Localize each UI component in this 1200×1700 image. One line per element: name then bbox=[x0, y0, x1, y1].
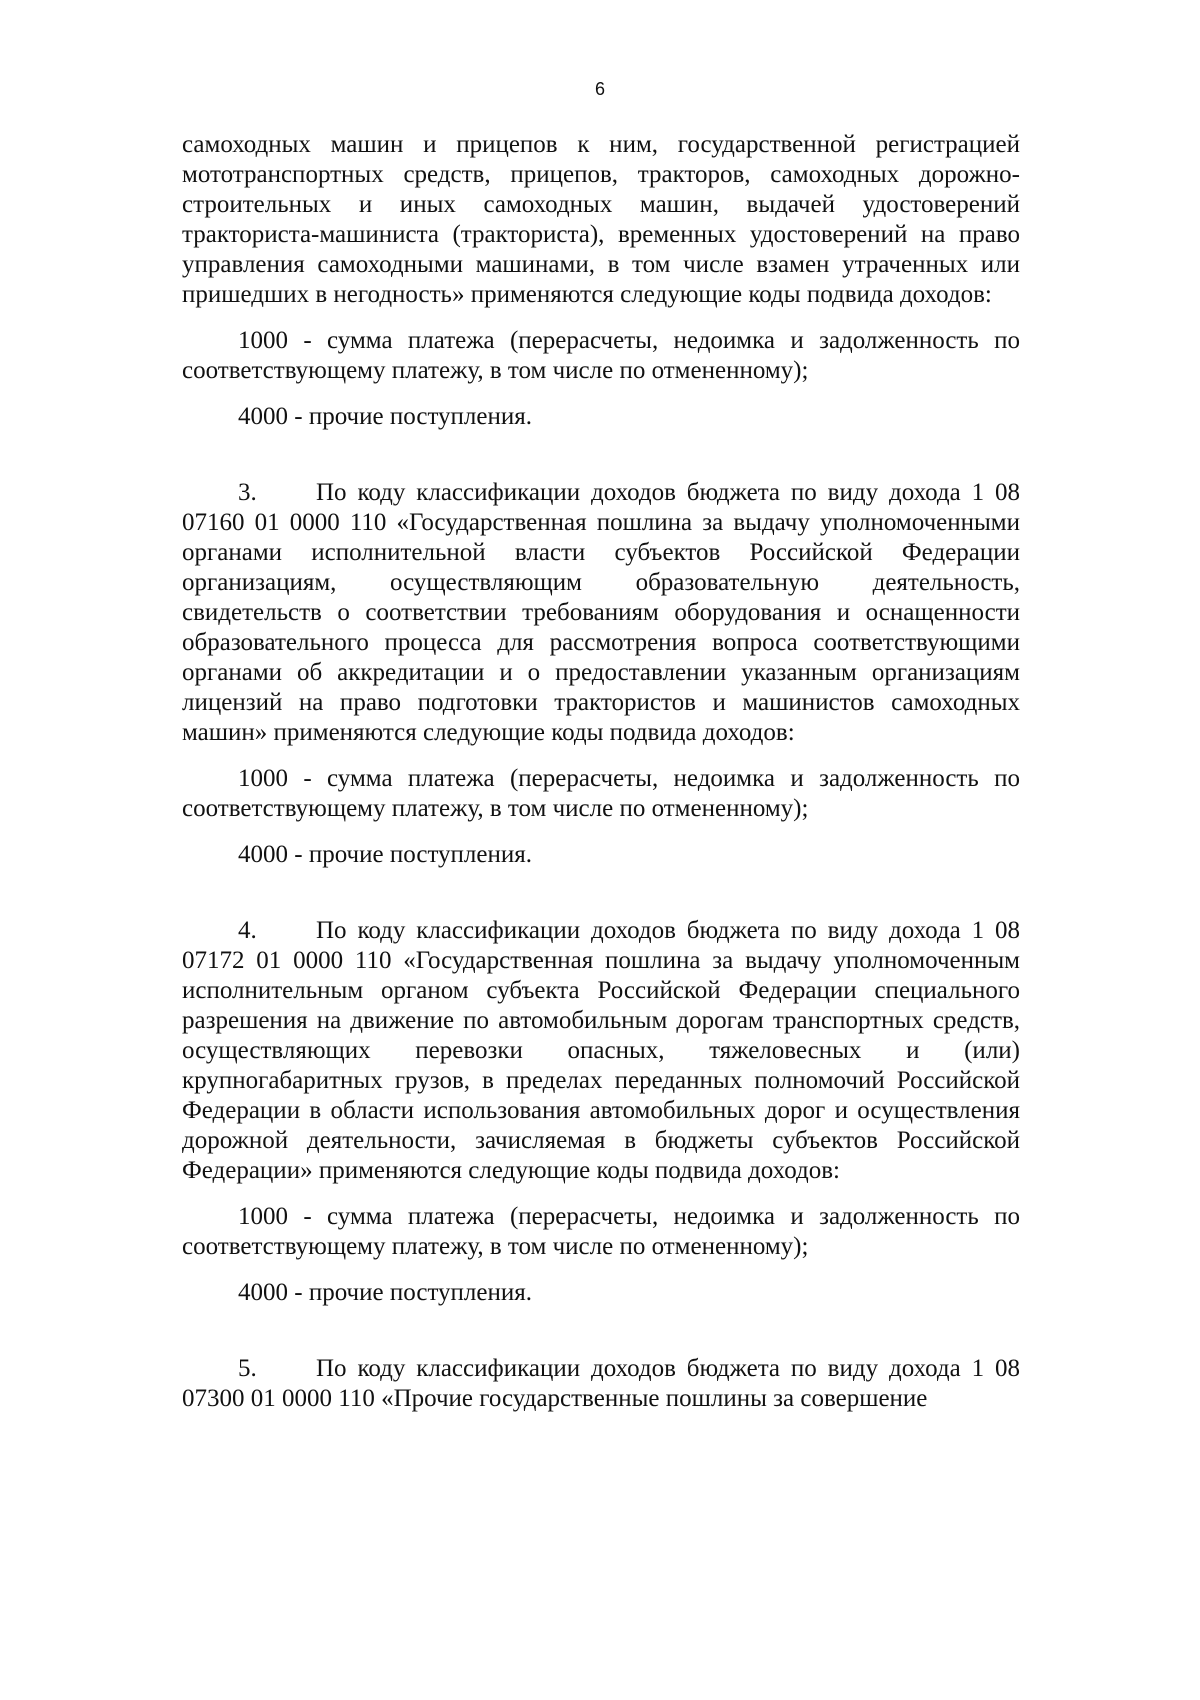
code-1000-paragraph: 1000 - сумма платежа (перерасчеты, недоимка и задолженность по соответствующему платежу, в том числе по отмененному); bbox=[182, 765, 1020, 822]
code-1000-paragraph: 1000 - сумма платежа (перерасчеты, недоимка и задолженность по соответствующему платежу, в том числе по отмененному); bbox=[182, 327, 1020, 384]
code-4000-paragraph: 4000 - прочие поступления. bbox=[238, 403, 533, 430]
section-4-paragraph bbox=[182, 916, 1020, 1186]
section-3-number: 3. bbox=[238, 479, 257, 506]
section-5-text: По коду классификации доходов бюджета по виду дохода 1 08 07300 01 0000 110 «Прочие государственные пошлины за совершение bbox=[182, 1355, 1020, 1412]
code-4000-paragraph: 4000 - прочие поступления. bbox=[238, 841, 533, 868]
section-5-number: 5. bbox=[238, 1355, 257, 1382]
section-3-paragraph bbox=[182, 478, 1020, 748]
document-body bbox=[182, 130, 1020, 1414]
section-3-text: По коду классификации доходов бюджета по виду дохода 1 08 07160 01 0000 110 «Государственная пошлина за выдачу уполномоченными органами исполнительной власти субъектов Российской Федерации организациям, осуществляющим образовательную деятельность, свидетельств о соответствии требованиям оборудования и оснащенности образовательного процесса для рассмотрения вопроса соответствующими органами об аккредитации и о предоставлении указанным организациям лицензий на право подготовки трактористов и машинистов самоходных машин» применяются следующие коды подвида доходов: bbox=[182, 479, 1020, 746]
section-4-text: По коду классификации доходов бюджета по виду дохода 1 08 07172 01 0000 110 «Государственная пошлина за выдачу уполномоченным исполнительным органом субъекта Российской Федерации специального разрешения на движение по автомобильным дорогам транспортных средств, осуществляющих перевозки опасных, тяжеловесных и (или) крупногабаритных грузов, в пределах переданных полномочий Российской Федерации в области использования автомобильных дорог и осуществления дорожной деятельности, зачисляемая в бюджеты субъектов Российской Федерации» применяются следующие коды подвида доходов: bbox=[182, 917, 1020, 1184]
section-4-number: 4. bbox=[238, 917, 257, 944]
section-5-paragraph bbox=[182, 1354, 1020, 1414]
page-number: 6 bbox=[594, 79, 605, 99]
code-4000-paragraph: 4000 - прочие поступления. bbox=[238, 1279, 533, 1306]
continued-paragraph: самоходных машин и прицепов к ним, государственной регистрацией мототранспортных средств, прицепов, тракторов, самоходных дорожно-строительных и иных самоходных машин, выдачей удостоверений тракториста-машиниста (тракториста), временных удостоверений на право управления самоходными машинами, в том числе взамен утраченных или пришедших в негодность» применяются следующие коды подвида доходов: bbox=[182, 131, 1020, 308]
code-1000-paragraph: 1000 - сумма платежа (перерасчеты, недоимка и задолженность по соответствующему платежу, в том числе по отмененному); bbox=[182, 1203, 1020, 1260]
